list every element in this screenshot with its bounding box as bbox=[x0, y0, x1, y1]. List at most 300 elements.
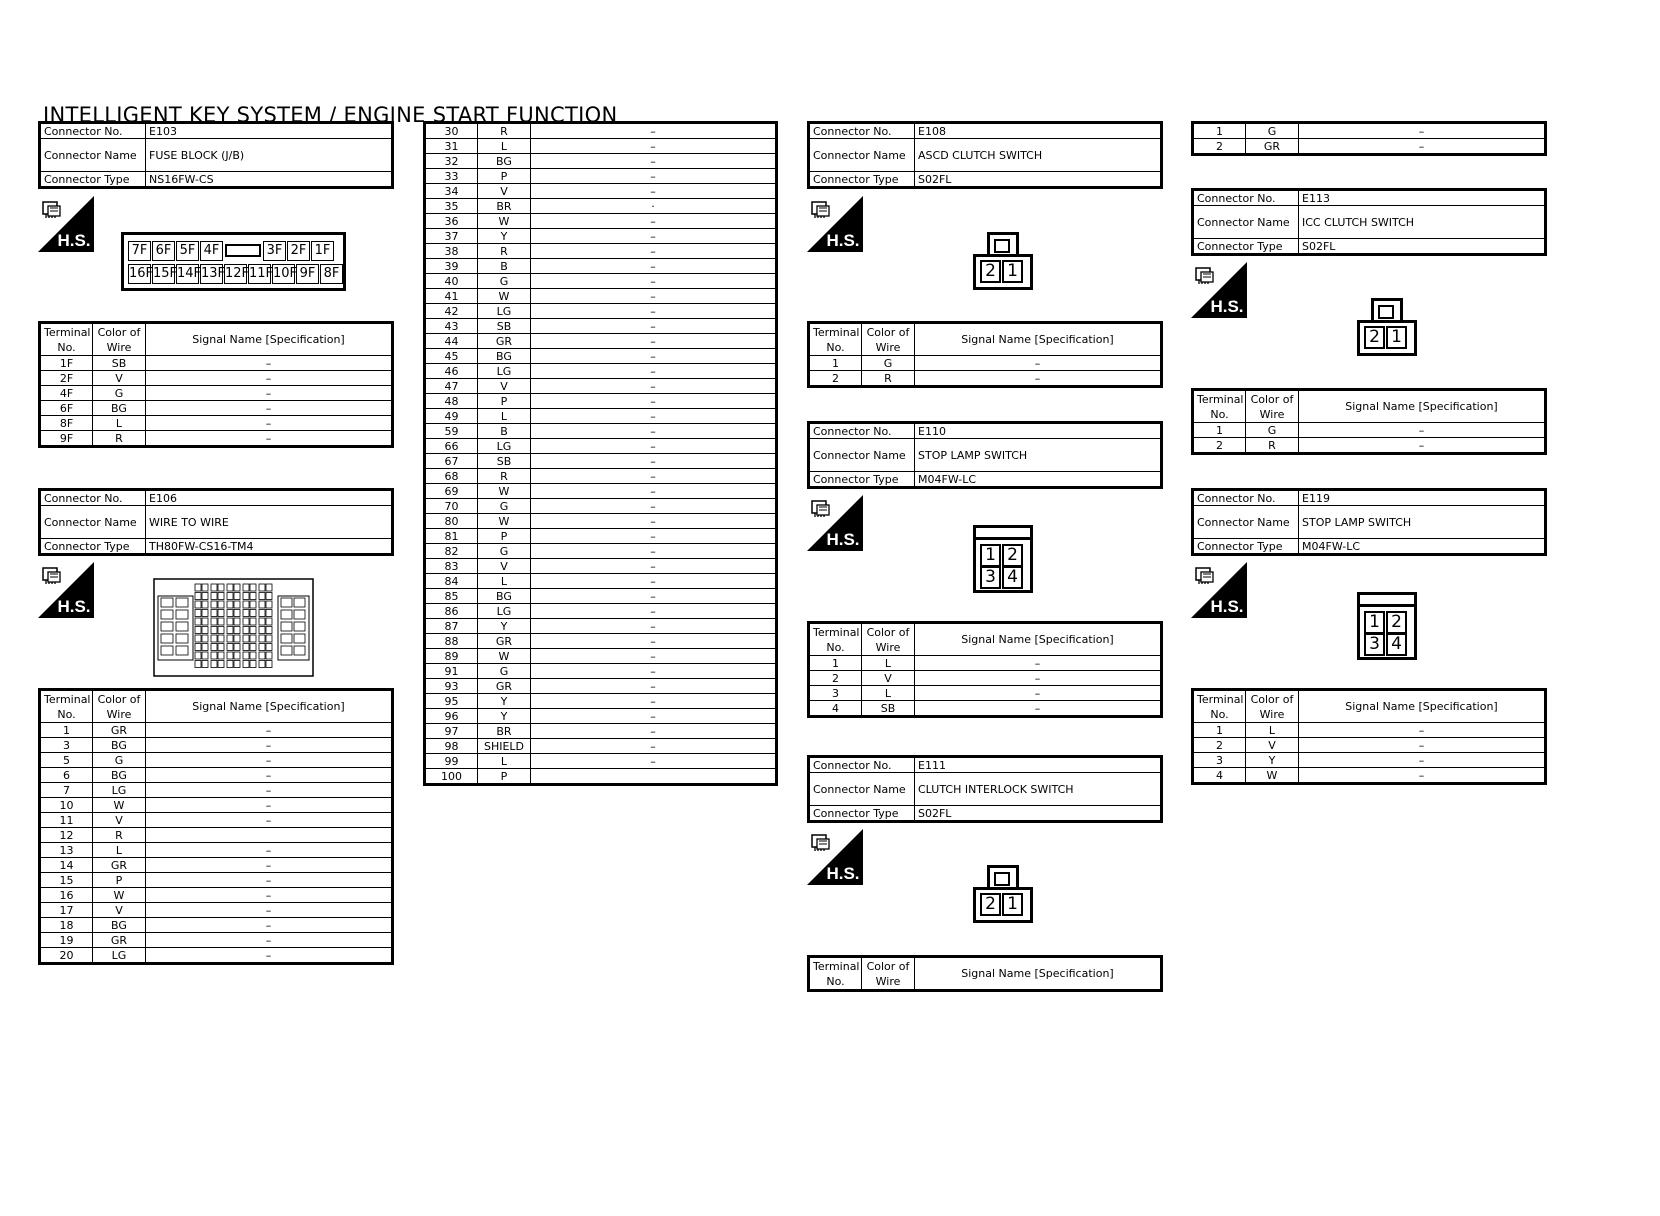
wire-color: L bbox=[478, 139, 531, 154]
signal-name bbox=[146, 828, 393, 843]
table-row bbox=[809, 671, 1162, 686]
signal-name: – bbox=[1299, 768, 1546, 784]
signal-name: – bbox=[1299, 139, 1546, 155]
harness-side-icon bbox=[38, 196, 94, 252]
wire-color: L bbox=[478, 409, 531, 424]
pin-number: 2 bbox=[980, 260, 1001, 283]
terminal-no: 95 bbox=[425, 694, 478, 709]
terminal-no: 4 bbox=[809, 701, 862, 717]
signal-name: – bbox=[531, 184, 777, 199]
signal-name: – bbox=[531, 214, 777, 229]
wire-color: W bbox=[1246, 768, 1299, 784]
table-row bbox=[40, 873, 393, 888]
table-row bbox=[425, 334, 777, 349]
fuse-cavity: 10F bbox=[272, 264, 295, 284]
table-row bbox=[425, 184, 777, 199]
fuse-cavity: 14F bbox=[176, 264, 199, 284]
table-row bbox=[40, 858, 393, 873]
signal-name: – bbox=[146, 753, 393, 768]
e119-terminal-table bbox=[1191, 688, 1547, 785]
fuse-cavity: 11F bbox=[248, 264, 271, 284]
terminal-no: 4 bbox=[1193, 768, 1246, 784]
terminal-no: 13 bbox=[40, 843, 93, 858]
wire-color: W bbox=[93, 888, 146, 903]
e110-terminal-table bbox=[807, 621, 1163, 718]
connector-no-label: Connector No. bbox=[1193, 490, 1299, 506]
terminal-no: 39 bbox=[425, 259, 478, 274]
e106-connector-face bbox=[153, 578, 314, 678]
signal-name: – bbox=[531, 559, 777, 574]
wire-color: G bbox=[93, 753, 146, 768]
table-row bbox=[425, 364, 777, 379]
wire-color: G bbox=[93, 386, 146, 401]
wire-color: SB bbox=[478, 319, 531, 334]
terminal-no: 91 bbox=[425, 664, 478, 679]
terminal-no: 6F bbox=[40, 401, 93, 416]
table-row bbox=[40, 798, 393, 813]
terminal-no: 1 bbox=[40, 723, 93, 738]
table-row bbox=[425, 604, 777, 619]
signal-name: – bbox=[146, 356, 393, 371]
wire-color: G bbox=[478, 664, 531, 679]
table-row bbox=[425, 169, 777, 184]
table-row bbox=[425, 319, 777, 334]
signal-name: – bbox=[531, 454, 777, 469]
connector-type-label: Connector Type bbox=[40, 539, 146, 555]
wire-color: R bbox=[478, 123, 531, 139]
signal-name: – bbox=[531, 139, 777, 154]
pin-number: 2 bbox=[1002, 544, 1023, 567]
wire-color: L bbox=[478, 574, 531, 589]
signal-name: – bbox=[146, 371, 393, 386]
terminal-no: 83 bbox=[425, 559, 478, 574]
wire-color: GR bbox=[1246, 139, 1299, 155]
hs-label: H.S. bbox=[57, 597, 91, 616]
terminal-no-header: Terminal No. bbox=[40, 690, 93, 723]
terminal-no: 96 bbox=[425, 709, 478, 724]
wire-color: LG bbox=[93, 948, 146, 964]
signal-name: – bbox=[1299, 723, 1546, 738]
e108-connector-face bbox=[973, 232, 1033, 290]
connector-name-label: Connector Name bbox=[40, 506, 146, 539]
table-row bbox=[40, 431, 393, 447]
signal-name-header: Signal Name [Specification] bbox=[915, 323, 1162, 356]
e106-continued-table bbox=[423, 121, 778, 786]
terminal-no: 2 bbox=[809, 671, 862, 686]
connector-name-value: FUSE BLOCK (J/B) bbox=[146, 139, 393, 172]
signal-name: – bbox=[531, 304, 777, 319]
signal-name: – bbox=[531, 123, 777, 139]
pin-number: 3 bbox=[1364, 633, 1385, 656]
connector-type-value: NS16FW-CS bbox=[146, 172, 393, 188]
harness-side-icon bbox=[807, 495, 863, 551]
signal-name: – bbox=[531, 259, 777, 274]
terminal-no: 1 bbox=[809, 356, 862, 371]
connector-name-label: Connector Name bbox=[1193, 506, 1299, 539]
signal-name: – bbox=[146, 723, 393, 738]
terminal-no: 59 bbox=[425, 424, 478, 439]
wire-color: Y bbox=[478, 694, 531, 709]
signal-name: – bbox=[531, 634, 777, 649]
signal-name: – bbox=[531, 169, 777, 184]
connector-no-label: Connector No. bbox=[40, 490, 146, 506]
connector-type-value: S02FL bbox=[915, 806, 1162, 822]
terminal-no: 2F bbox=[40, 371, 93, 386]
table-row bbox=[425, 394, 777, 409]
terminal-no: 42 bbox=[425, 304, 478, 319]
e106-terminal-table bbox=[38, 688, 394, 965]
signal-name: – bbox=[531, 724, 777, 739]
pin-number: 1 bbox=[1364, 611, 1385, 634]
terminal-no: 49 bbox=[425, 409, 478, 424]
table-row bbox=[425, 199, 777, 214]
terminal-no: 43 bbox=[425, 319, 478, 334]
table-row bbox=[425, 574, 777, 589]
wire-color: R bbox=[478, 244, 531, 259]
terminal-no: 9F bbox=[40, 431, 93, 447]
pin-number: 1 bbox=[1386, 326, 1407, 349]
terminal-no: 37 bbox=[425, 229, 478, 244]
table-row bbox=[1193, 738, 1546, 753]
terminal-no: 44 bbox=[425, 334, 478, 349]
table-row bbox=[40, 416, 393, 431]
table-row bbox=[425, 544, 777, 559]
connector-no-label: Connector No. bbox=[809, 423, 915, 439]
terminal-no: 36 bbox=[425, 214, 478, 229]
table-row bbox=[425, 304, 777, 319]
table-row bbox=[40, 828, 393, 843]
table-row bbox=[40, 723, 393, 738]
pin-number: 1 bbox=[1002, 260, 1023, 283]
signal-name: – bbox=[915, 656, 1162, 671]
terminal-no: 100 bbox=[425, 769, 478, 785]
connector-type-label: Connector Type bbox=[1193, 539, 1299, 555]
terminal-no: 85 bbox=[425, 589, 478, 604]
color-of-wire-header: Color of Wire bbox=[93, 690, 146, 723]
terminal-no: 12 bbox=[40, 828, 93, 843]
wire-color: BG bbox=[478, 349, 531, 364]
table-row bbox=[40, 843, 393, 858]
signal-name: – bbox=[531, 694, 777, 709]
terminal-no: 99 bbox=[425, 754, 478, 769]
wire-color: V bbox=[1246, 738, 1299, 753]
wire-color: BG bbox=[93, 918, 146, 933]
wire-color: R bbox=[862, 371, 915, 387]
color-of-wire-header: Color of Wire bbox=[1246, 390, 1299, 423]
terminal-no: 87 bbox=[425, 619, 478, 634]
e111-header-table bbox=[807, 755, 1163, 823]
connector-no-label: Connector No. bbox=[809, 757, 915, 773]
fuse-cavity: 5F bbox=[176, 241, 199, 261]
wire-color: GR bbox=[93, 858, 146, 873]
wire-color: V bbox=[478, 379, 531, 394]
terminal-no: 84 bbox=[425, 574, 478, 589]
wire-color: BG bbox=[93, 401, 146, 416]
table-row bbox=[40, 768, 393, 783]
terminal-no: 4F bbox=[40, 386, 93, 401]
signal-name: – bbox=[915, 701, 1162, 717]
wire-color: L bbox=[1246, 723, 1299, 738]
table-row bbox=[40, 933, 393, 948]
wire-color: BG bbox=[93, 738, 146, 753]
terminal-no: 82 bbox=[425, 544, 478, 559]
table-row bbox=[40, 918, 393, 933]
connector-name-value: ASCD CLUTCH SWITCH bbox=[915, 139, 1162, 172]
signal-name: – bbox=[146, 768, 393, 783]
table-row bbox=[1193, 768, 1546, 784]
terminal-no: 93 bbox=[425, 679, 478, 694]
table-row bbox=[425, 589, 777, 604]
connector-no-label: Connector No. bbox=[809, 123, 915, 139]
terminal-no: 2 bbox=[1193, 139, 1246, 155]
e110-header-table bbox=[807, 421, 1163, 489]
signal-name: – bbox=[531, 664, 777, 679]
terminal-no: 48 bbox=[425, 394, 478, 409]
signal-name-header: Signal Name [Specification] bbox=[915, 957, 1162, 991]
wire-color: L bbox=[862, 686, 915, 701]
terminal-no: 34 bbox=[425, 184, 478, 199]
terminal-no-header: Terminal No. bbox=[1193, 690, 1246, 723]
signal-name: – bbox=[146, 858, 393, 873]
table-row bbox=[425, 499, 777, 514]
fuse-cavity: 7F bbox=[128, 241, 151, 261]
hs-label: H.S. bbox=[826, 864, 860, 883]
connector-type-value: M04FW-LC bbox=[1299, 539, 1546, 555]
terminal-no: 1 bbox=[1193, 723, 1246, 738]
signal-name: – bbox=[146, 948, 393, 964]
e103-header-table bbox=[38, 121, 394, 189]
terminal-no-header: Terminal No. bbox=[809, 623, 862, 656]
terminal-no: 70 bbox=[425, 499, 478, 514]
table-row bbox=[40, 386, 393, 401]
wire-color: G bbox=[478, 544, 531, 559]
table-row bbox=[40, 401, 393, 416]
terminal-no-header: Terminal No. bbox=[809, 957, 862, 991]
wire-color: GR bbox=[93, 723, 146, 738]
color-of-wire-header: Color of Wire bbox=[862, 323, 915, 356]
table-row bbox=[1193, 723, 1546, 738]
pin-number: 2 bbox=[980, 893, 1001, 916]
wire-color: BR bbox=[478, 724, 531, 739]
table-row bbox=[425, 469, 777, 484]
signal-name-header: Signal Name [Specification] bbox=[146, 690, 393, 723]
e111-connector-face bbox=[973, 865, 1033, 923]
connector-no-label: Connector No. bbox=[1193, 190, 1299, 206]
table-row bbox=[425, 123, 777, 139]
fuse-cavity: 3F bbox=[263, 241, 286, 261]
table-row bbox=[809, 701, 1162, 717]
connector-no-value: E110 bbox=[915, 423, 1162, 439]
table-row bbox=[425, 289, 777, 304]
e108-terminal-table bbox=[807, 321, 1163, 388]
signal-name: – bbox=[146, 843, 393, 858]
pin-number: 1 bbox=[1002, 893, 1023, 916]
terminal-no: 38 bbox=[425, 244, 478, 259]
table-row bbox=[425, 559, 777, 574]
terminal-no: 80 bbox=[425, 514, 478, 529]
terminal-no: 66 bbox=[425, 439, 478, 454]
signal-name: · bbox=[531, 199, 777, 214]
table-row bbox=[809, 686, 1162, 701]
signal-name: – bbox=[531, 709, 777, 724]
connector-type-label: Connector Type bbox=[809, 172, 915, 188]
terminal-no: 46 bbox=[425, 364, 478, 379]
signal-name: – bbox=[531, 334, 777, 349]
table-row bbox=[1193, 423, 1546, 438]
wire-color: G bbox=[478, 274, 531, 289]
terminal-no: 16 bbox=[40, 888, 93, 903]
wire-color: SB bbox=[93, 356, 146, 371]
harness-side-icon bbox=[1191, 562, 1247, 618]
e113-header-table bbox=[1191, 188, 1547, 256]
signal-name: – bbox=[146, 401, 393, 416]
fuse-cavity: 6F bbox=[152, 241, 175, 261]
terminal-no: 5 bbox=[40, 753, 93, 768]
wire-color: Y bbox=[478, 619, 531, 634]
connector-type-label: Connector Type bbox=[809, 472, 915, 488]
wire-color: V bbox=[478, 184, 531, 199]
table-row bbox=[425, 229, 777, 244]
signal-name: – bbox=[531, 469, 777, 484]
terminal-no: 1 bbox=[1193, 423, 1246, 438]
e110-connector-face bbox=[973, 525, 1033, 595]
signal-name: – bbox=[531, 754, 777, 769]
terminal-no: 6 bbox=[40, 768, 93, 783]
table-row bbox=[425, 274, 777, 289]
fuse-cavity: 9F bbox=[296, 264, 319, 284]
wire-color: P bbox=[93, 873, 146, 888]
signal-name: – bbox=[146, 738, 393, 753]
harness-side-icon bbox=[1191, 262, 1247, 318]
harness-side-icon bbox=[38, 562, 94, 618]
signal-name: – bbox=[531, 244, 777, 259]
signal-name: – bbox=[1299, 123, 1546, 139]
table-row bbox=[425, 214, 777, 229]
fuse-cavity: 12F bbox=[224, 264, 247, 284]
wire-color: BG bbox=[93, 768, 146, 783]
signal-name: – bbox=[531, 499, 777, 514]
table-row bbox=[425, 244, 777, 259]
connector-name-value: CLUTCH INTERLOCK SWITCH bbox=[915, 773, 1162, 806]
wire-color: Y bbox=[478, 229, 531, 244]
connector-no-value: E103 bbox=[146, 123, 393, 139]
table-row bbox=[1193, 753, 1546, 768]
table-row bbox=[425, 529, 777, 544]
wire-color: B bbox=[478, 259, 531, 274]
connector-name-label: Connector Name bbox=[1193, 206, 1299, 239]
hs-label: H.S. bbox=[57, 231, 91, 250]
connector-no-label: Connector No. bbox=[40, 123, 146, 139]
connector-name-label: Connector Name bbox=[809, 773, 915, 806]
signal-name: – bbox=[1299, 423, 1546, 438]
wire-color: LG bbox=[93, 783, 146, 798]
signal-name-header: Signal Name [Specification] bbox=[1299, 390, 1546, 423]
wire-color: LG bbox=[478, 604, 531, 619]
wire-color: V bbox=[478, 559, 531, 574]
signal-name: – bbox=[146, 783, 393, 798]
table-row bbox=[40, 783, 393, 798]
wire-color: W bbox=[478, 289, 531, 304]
table-row bbox=[40, 371, 393, 386]
terminal-no: 45 bbox=[425, 349, 478, 364]
signal-name: – bbox=[531, 739, 777, 754]
table-row bbox=[425, 484, 777, 499]
table-row bbox=[425, 154, 777, 169]
signal-name-header: Signal Name [Specification] bbox=[1299, 690, 1546, 723]
fuse-cavity bbox=[224, 242, 262, 260]
connector-type-value: M04FW-LC bbox=[915, 472, 1162, 488]
terminal-no: 14 bbox=[40, 858, 93, 873]
terminal-no: 35 bbox=[425, 199, 478, 214]
signal-name: – bbox=[531, 154, 777, 169]
table-row bbox=[40, 813, 393, 828]
connector-name-value: WIRE TO WIRE bbox=[146, 506, 393, 539]
wire-color: G bbox=[862, 356, 915, 371]
signal-name: – bbox=[531, 379, 777, 394]
e113-connector-face bbox=[1357, 298, 1417, 356]
table-row bbox=[809, 656, 1162, 671]
terminal-no-header: Terminal No. bbox=[1193, 390, 1246, 423]
table-row bbox=[40, 356, 393, 371]
table-row bbox=[1193, 123, 1546, 139]
table-row bbox=[425, 349, 777, 364]
e111-terminal-table-continued bbox=[1191, 121, 1547, 156]
wire-color: L bbox=[478, 754, 531, 769]
terminal-no: 17 bbox=[40, 903, 93, 918]
table-row bbox=[425, 709, 777, 724]
wire-color: R bbox=[478, 469, 531, 484]
terminal-no: 1 bbox=[1193, 123, 1246, 139]
signal-name: – bbox=[915, 371, 1162, 387]
page-title: INTELLIGENT KEY SYSTEM / ENGINE START FUNCTION bbox=[43, 103, 618, 127]
wire-color: SB bbox=[478, 454, 531, 469]
wire-color: SHIELD bbox=[478, 739, 531, 754]
table-row bbox=[40, 753, 393, 768]
e103-terminal-table bbox=[38, 321, 394, 448]
wire-color: W bbox=[93, 798, 146, 813]
terminal-no: 15 bbox=[40, 873, 93, 888]
table-row bbox=[425, 664, 777, 679]
table-row bbox=[809, 356, 1162, 371]
table-row bbox=[425, 409, 777, 424]
connector-no-value: E106 bbox=[146, 490, 393, 506]
table-row bbox=[1193, 438, 1546, 454]
wire-color: L bbox=[862, 656, 915, 671]
signal-name: – bbox=[531, 529, 777, 544]
wire-color: W bbox=[478, 214, 531, 229]
table-row bbox=[425, 139, 777, 154]
e106-header-table bbox=[38, 488, 394, 556]
terminal-no-header: Terminal No. bbox=[40, 323, 93, 356]
table-row bbox=[425, 619, 777, 634]
wire-color: P bbox=[478, 769, 531, 785]
terminal-no: 89 bbox=[425, 649, 478, 664]
signal-name: – bbox=[531, 439, 777, 454]
connector-type-label: Connector Type bbox=[40, 172, 146, 188]
signal-name: – bbox=[531, 484, 777, 499]
wire-color: P bbox=[478, 169, 531, 184]
connector-type-label: Connector Type bbox=[1193, 239, 1299, 255]
wire-color: V bbox=[93, 371, 146, 386]
terminal-no: 18 bbox=[40, 918, 93, 933]
wire-color: L bbox=[93, 416, 146, 431]
terminal-no: 68 bbox=[425, 469, 478, 484]
wire-color: P bbox=[478, 394, 531, 409]
e103-connector-face bbox=[121, 232, 346, 291]
terminal-no: 1 bbox=[809, 656, 862, 671]
terminal-no: 3 bbox=[40, 738, 93, 753]
table-row bbox=[425, 259, 777, 274]
